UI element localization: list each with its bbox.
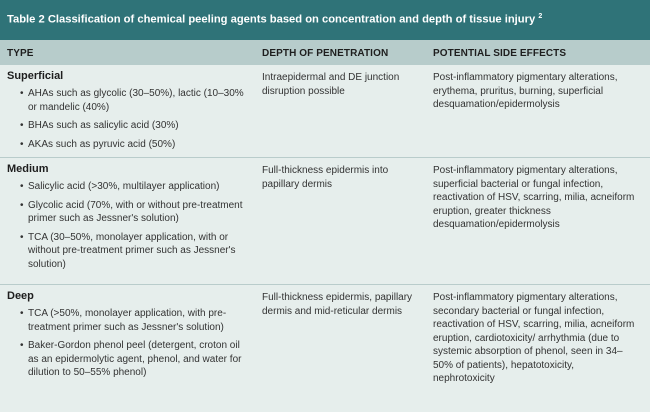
column-header-depth: DEPTH OF PENETRATION bbox=[262, 48, 389, 59]
agent-item: • AKAs such as pyruvic acid (50%) bbox=[20, 138, 250, 152]
table-title-text: Table 2 Classification of chemical peeling agents based on concentration and depth of tissue injury bbox=[7, 13, 536, 26]
agent-item: • TCA (>50%, monolayer application, with pre-treatment primer such as Jessner's solution) bbox=[20, 307, 250, 334]
agent-list bbox=[20, 180, 250, 276]
row-type-label: Superficial bbox=[7, 70, 64, 82]
agent-item: • Baker-Gordon phenol peel (detergent, croton oil as an epidermolytic agent, phenol, and water for dilution to 50–55% phenol) bbox=[20, 339, 250, 380]
row-type-label: Medium bbox=[7, 163, 49, 175]
agent-item: • BHAs such as salicylic acid (30%) bbox=[20, 119, 250, 133]
depth-cell: Intraepidermal and DE junction disruption possible bbox=[262, 72, 400, 97]
side-effects-cell: Post-inflammatory pigmentary alterations, erythema, pruritus, burning, superficial desquamation/epidermolysis bbox=[433, 72, 618, 110]
row-divider bbox=[0, 157, 650, 158]
agent-item: • Glycolic acid (70%, with or without pre-treatment primer such as Jessner's solution) bbox=[20, 199, 250, 226]
column-header-side-effects: POTENTIAL SIDE EFFECTS bbox=[433, 48, 567, 59]
agent-list bbox=[20, 307, 250, 385]
column-header-type: TYPE bbox=[7, 48, 34, 59]
row-type-label: Deep bbox=[7, 290, 34, 302]
row-divider bbox=[0, 284, 650, 285]
agent-item: • AHAs such as glycolic (30–50%), lactic (10–30% or mandelic (40%) bbox=[20, 87, 250, 114]
table-header-row bbox=[0, 40, 650, 65]
side-effects-cell: Post-inflammatory pigmentary alterations, superficial bacterial or fungal infection, reactivation of HSV, scarring, milia, acneiform eruption, greater thickness desquamation/epidermolysis bbox=[433, 165, 635, 230]
table-title bbox=[0, 0, 650, 40]
side-effects-cell: Post-inflammatory pigmentary alterations, secondary bacterial or fungal infection, reactivation of HSV, scarring, milia, acneiform eruption, cardiotoxicity/ arrhythmia (due to systemic absorption of phenol, seen in 34–50% of patients), hepatotoxicity, nephrotoxicity bbox=[433, 292, 635, 384]
agent-list bbox=[20, 87, 250, 156]
depth-cell: Full-thickness epidermis into papillary dermis bbox=[262, 165, 389, 190]
agent-item: • TCA (30–50%, monolayer application, with or without pre-treatment primer such as Jessner's solution) bbox=[20, 231, 250, 272]
agent-item: • Salicylic acid (>30%, multilayer application) bbox=[20, 180, 250, 194]
depth-cell: Full-thickness epidermis, papillary dermis and mid-reticular dermis bbox=[262, 292, 413, 317]
table-title-reference: 2 bbox=[538, 13, 543, 20]
